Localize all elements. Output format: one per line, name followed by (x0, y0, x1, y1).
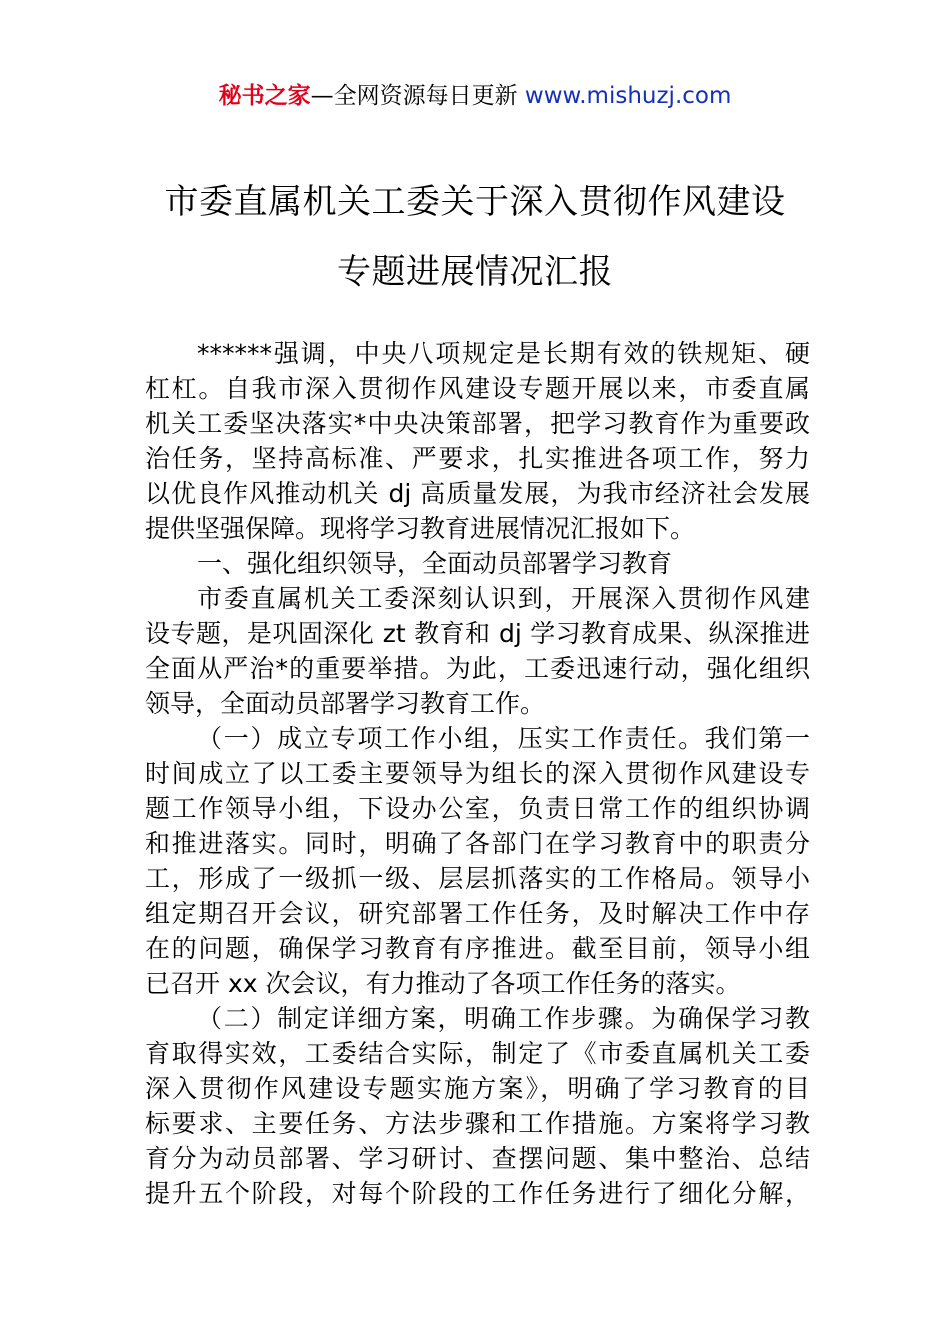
paragraph-sub2-line: 提升五个阶段，对每个阶段的工作任务进行了细化分解， (145, 1179, 810, 1208)
paragraph-sub2-line: （二）制定详细方案，明确工作步骤。为确保学习教 (197, 1004, 810, 1033)
document-title-line-2: 专题进展情况汇报 (337, 252, 613, 292)
paragraph-sub1-line: 组定期召开会议，研究部署工作任务，及时解决工作中存 (145, 899, 810, 928)
paragraph-sub1-line: 在的问题，确保学习教育有序推进。截至目前，领导小组 (145, 934, 810, 963)
paragraph-intro-line: ******强调，中央八项规定是长期有效的铁规矩、硬 (197, 339, 810, 368)
paragraph-sub2-line: 标要求、主要任务、方法步骤和工作措施。方案将学习教 (145, 1109, 810, 1138)
paragraph-section1-line: 领导，全面动员部署学习教育工作。 (145, 689, 546, 718)
paragraph-section1-line: 全面从严治*的重要举措。为此，工委迅速行动，强化组织 (145, 654, 810, 683)
paragraph-intro-line: 以优良作风推动机关 dj 高质量发展，为我市经济社会发展 (145, 479, 810, 508)
paragraph-sub1-line: （一）成立专项工作小组，压实工作责任。我们第一 (197, 724, 810, 753)
paragraph-sub1-line: 题工作领导小组，下设办公室，负责日常工作的组织协调 (145, 794, 810, 823)
paragraph-sub2-line: 育分为动员部署、学习研讨、查摆问题、集中整治、总结 (145, 1144, 810, 1173)
paragraph-sub2-line: 育取得实效，工委结合实际，制定了《市委直属机关工委 (145, 1039, 810, 1068)
paragraph-sub2-line: 深入贯彻作风建设专题实施方案》，明确了学习教育的目 (145, 1074, 810, 1103)
document-body (145, 336, 810, 1211)
paragraph-section1-line: 市委直属机关工委深刻认识到，开展深入贯彻作风建 (197, 584, 810, 613)
site-tagline: —全网资源每日更新 (310, 83, 525, 109)
paragraph-sub1-line: 工，形成了一级抓一级、层层抓落实的工作格局。领导小 (145, 864, 810, 893)
paragraph-sub1-line: 已召开 xx 次会议，有力推动了各项工作任务的落实。 (145, 969, 741, 998)
document-title-line-1: 市委直属机关工委关于深入贯彻作风建设 (164, 182, 786, 222)
paragraph-intro-line: 提供坚强保障。现将学习教育进展情况汇报如下。 (145, 514, 696, 543)
section-heading-1: 一、强化组织领导，全面动员部署学习教育 (197, 549, 673, 578)
paragraph-section1-line: 设专题，是巩固深化 zt 教育和 dj 学习教育成果、纵深推进 (145, 619, 810, 648)
paragraph-intro-line: 机关工委坚决落实*中央决策部署，把学习教育作为重要政 (145, 409, 810, 438)
site-header (0, 80, 950, 112)
site-url-link[interactable]: www.mishuzj.com (524, 83, 732, 109)
paragraph-sub1-line: 时间成立了以工委主要领导为组长的深入贯彻作风建设专 (145, 759, 810, 788)
paragraph-intro-line: 治任务，坚持高标准、严要求，扎实推进各项工作，努力 (145, 444, 810, 473)
site-brand: 秘书之家 (218, 83, 311, 109)
paragraph-intro-line: 杠杠。自我市深入贯彻作风建设专题开展以来，市委直属 (145, 374, 810, 403)
paragraph-sub1-line: 和推进落实。同时，明确了各部门在学习教育中的职责分 (145, 829, 810, 858)
